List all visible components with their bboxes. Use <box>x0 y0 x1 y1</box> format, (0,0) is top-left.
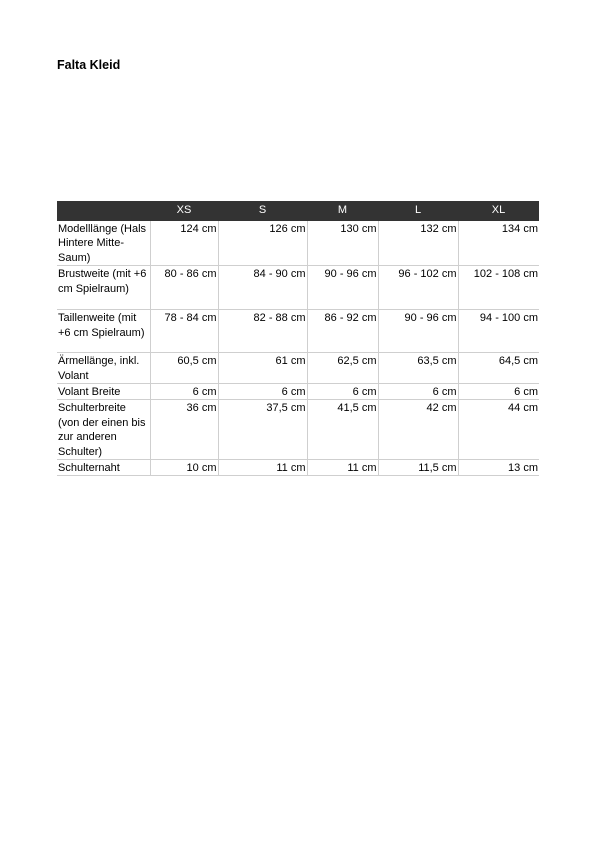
header-cell-xl: XL <box>491 203 506 216</box>
cell-value: 10 cm <box>150 460 218 476</box>
cell-value: 86 - 92 cm <box>307 310 378 353</box>
row-label: Schulterbreite (von der einen bis zur anderen Schulter) <box>57 400 150 460</box>
table-row <box>57 400 539 460</box>
cell-value: 11 cm <box>307 460 378 476</box>
cell-value: 90 - 96 cm <box>378 310 458 353</box>
cell-value: 124 cm <box>150 221 218 266</box>
cell-value: 6 cm <box>218 384 307 400</box>
row-label: Ärmellänge, inkl. Volant <box>57 353 150 384</box>
size-chart-table <box>57 201 539 476</box>
table-row <box>57 460 539 476</box>
header-cell-empty <box>57 201 150 221</box>
cell-value: 11,5 cm <box>378 460 458 476</box>
cell-value: 6 cm <box>378 384 458 400</box>
cell-value: 6 cm <box>307 384 378 400</box>
table-row <box>57 221 539 266</box>
cell-value: 36 cm <box>150 400 218 460</box>
header-cell-s: S <box>258 203 267 216</box>
row-label: Modelllänge (Hals Hintere Mitte-Saum) <box>57 221 150 266</box>
cell-value: 37,5 cm <box>218 400 307 460</box>
cell-value: 94 - 100 cm <box>458 310 539 353</box>
table-row <box>57 310 539 353</box>
cell-value: 60,5 cm <box>150 353 218 384</box>
cell-value: 63,5 cm <box>378 353 458 384</box>
cell-value: 82 - 88 cm <box>218 310 307 353</box>
cell-value: 90 - 96 cm <box>307 266 378 310</box>
row-label: Taillenweite (mit +6 cm Spielraum) <box>57 310 150 353</box>
cell-value: 44 cm <box>458 400 539 460</box>
cell-value: 134 cm <box>458 221 539 266</box>
cell-value: 61 cm <box>218 353 307 384</box>
row-label: Brustweite (mit +6 cm Spielraum) <box>57 266 150 310</box>
table-row <box>57 353 539 384</box>
cell-value: 80 - 86 cm <box>150 266 218 310</box>
cell-value: 64,5 cm <box>458 353 539 384</box>
cell-value: 96 - 102 cm <box>378 266 458 310</box>
table-row <box>57 266 539 310</box>
cell-value: 78 - 84 cm <box>150 310 218 353</box>
header-cell-l: L <box>414 203 422 216</box>
cell-value: 102 - 108 cm <box>458 266 539 310</box>
table-row <box>57 384 539 400</box>
cell-value: 126 cm <box>218 221 307 266</box>
cell-value: 13 cm <box>458 460 539 476</box>
cell-value: 6 cm <box>150 384 218 400</box>
cell-value: 11 cm <box>218 460 307 476</box>
header-cell-m: M <box>337 203 348 216</box>
cell-value: 42 cm <box>378 400 458 460</box>
page-title: Falta Kleid <box>57 58 121 72</box>
cell-value: 62,5 cm <box>307 353 378 384</box>
table-header-row <box>57 201 539 221</box>
cell-value: 130 cm <box>307 221 378 266</box>
row-label: Volant Breite <box>57 384 150 400</box>
cell-value: 6 cm <box>458 384 539 400</box>
header-cell-xs: XS <box>176 203 192 216</box>
cell-value: 132 cm <box>378 221 458 266</box>
row-label: Schulternaht <box>57 460 150 476</box>
cell-value: 41,5 cm <box>307 400 378 460</box>
cell-value: 84 - 90 cm <box>218 266 307 310</box>
